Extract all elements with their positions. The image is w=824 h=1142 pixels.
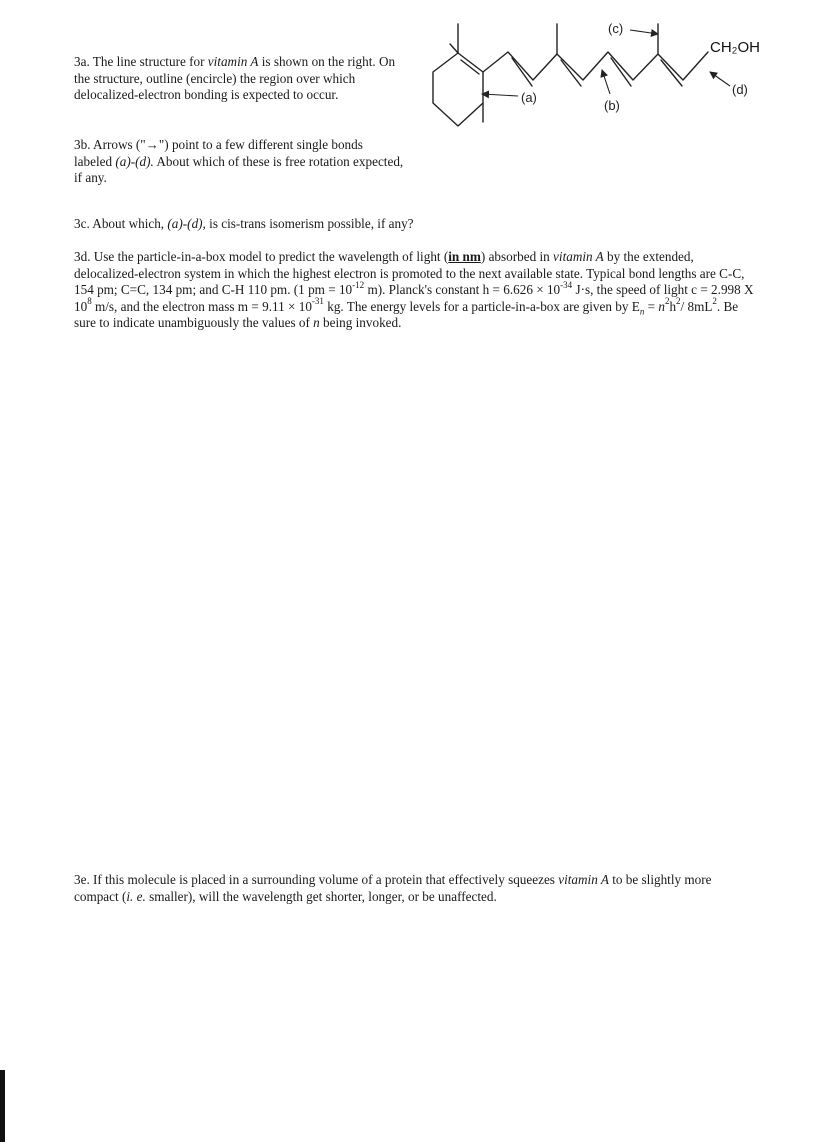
label-b: (b): [604, 98, 620, 113]
q3d-text-8: =: [644, 298, 659, 314]
q3a-rest: is shown on the right. On the structure, outline (encircle) the region over which delocalized-electron bonding is expected to occur.: [74, 54, 396, 103]
q3b-prefix: 3b. Arrows ("→") point to a few different single bonds labeled: [74, 137, 363, 169]
molecule-bonds: [433, 24, 708, 126]
arrow-b: [602, 70, 610, 94]
q3d-vitamin: vitamin A: [553, 249, 604, 264]
q3d-text-4: m). Planck's constant h = 6.626 × 10: [364, 282, 561, 298]
q3d-text-1: 3d. Use the particle-in-a-box model to predict the wavelength of light (: [74, 249, 449, 264]
q3d-text-7: kg. The energy levels for a particle-in-a-box are given by E: [323, 298, 640, 314]
q3d-exp-1: -12: [352, 279, 365, 290]
q3c-labels: (a)-(d),: [167, 216, 206, 231]
question-3b: [74, 137, 404, 187]
q3d-text-6: m/s, and the electron mass m = 9.11 × 10: [91, 298, 312, 314]
label-arrows: [482, 30, 730, 96]
label-c: (c): [608, 21, 624, 36]
q3c-prefix: 3c. About which,: [74, 216, 168, 231]
q3a-vitamin: vitamin A: [207, 54, 259, 69]
q3b-labels: (a)-(d).: [115, 153, 154, 169]
ch2oh-group: CH₂OH: [710, 39, 760, 56]
arrow-c: [630, 30, 658, 34]
q3c-rest: is cis-trans isomerism possible, if any?: [205, 216, 414, 231]
question-3c: [74, 216, 754, 233]
vitamin-a-structure: [420, 14, 780, 134]
arrow-a: [482, 94, 518, 96]
q3d-sq-2: 2: [676, 296, 681, 307]
q3d-text-12: being invoked.: [319, 315, 402, 331]
q3d-text-11: . Be sure to indicate unambiguously the values of: [74, 298, 739, 331]
arrow-d: [710, 72, 730, 86]
q3d-in-nm: in nm: [448, 249, 481, 264]
q3a-prefix: 3a. The line structure for: [74, 54, 208, 69]
q3d-exp-4: -31: [311, 296, 324, 307]
question-3e: [74, 872, 754, 905]
q3d-exp-3: 8: [87, 296, 92, 307]
label-d: (d): [732, 82, 748, 97]
q3e-ie: i. e.: [126, 888, 146, 904]
q3d-text-2: ) absorbed in: [480, 249, 554, 264]
q3d-text-3: by the extended, delocalized-electron system in which the highest electron is promoted to the next available state. Typical bond lengths are C-C, 154 pm; C=C, 134 pm; and C-H 110 pm. (1 pm = 10: [74, 249, 745, 298]
q3e-vitamin: vitamin A: [558, 872, 609, 887]
q3d-text-9: h: [669, 298, 677, 314]
q3d-text-10: / 8mL: [680, 298, 713, 314]
q3e-text-2: to be slightly more compact (: [74, 872, 712, 904]
label-a: (a): [521, 90, 537, 105]
question-3a: [74, 54, 404, 104]
question-3d: [74, 249, 754, 332]
q3d-exp-2: -34: [560, 279, 573, 290]
q3b-rest: About which of these is free rotation expected, if any.: [74, 153, 404, 186]
q3e-text-3: smaller), will the wavelength get shorter, longer, or be unaffected.: [145, 888, 497, 904]
q3d-sq-1: 2: [664, 296, 670, 307]
q3d-n-2: n: [313, 315, 320, 331]
scan-edge-mark: [0, 1070, 5, 1142]
q3d-text-5: J·s, the speed of light c = 2.998 X 10: [74, 282, 754, 314]
q3d-sq-3: 2: [712, 296, 717, 307]
q3d-n: n: [658, 298, 665, 314]
q3d-sub-n: n: [639, 306, 645, 317]
q3e-prefix: 3e. If this molecule is placed in a surrounding volume of a protein that effectively squeezes: [74, 872, 559, 887]
